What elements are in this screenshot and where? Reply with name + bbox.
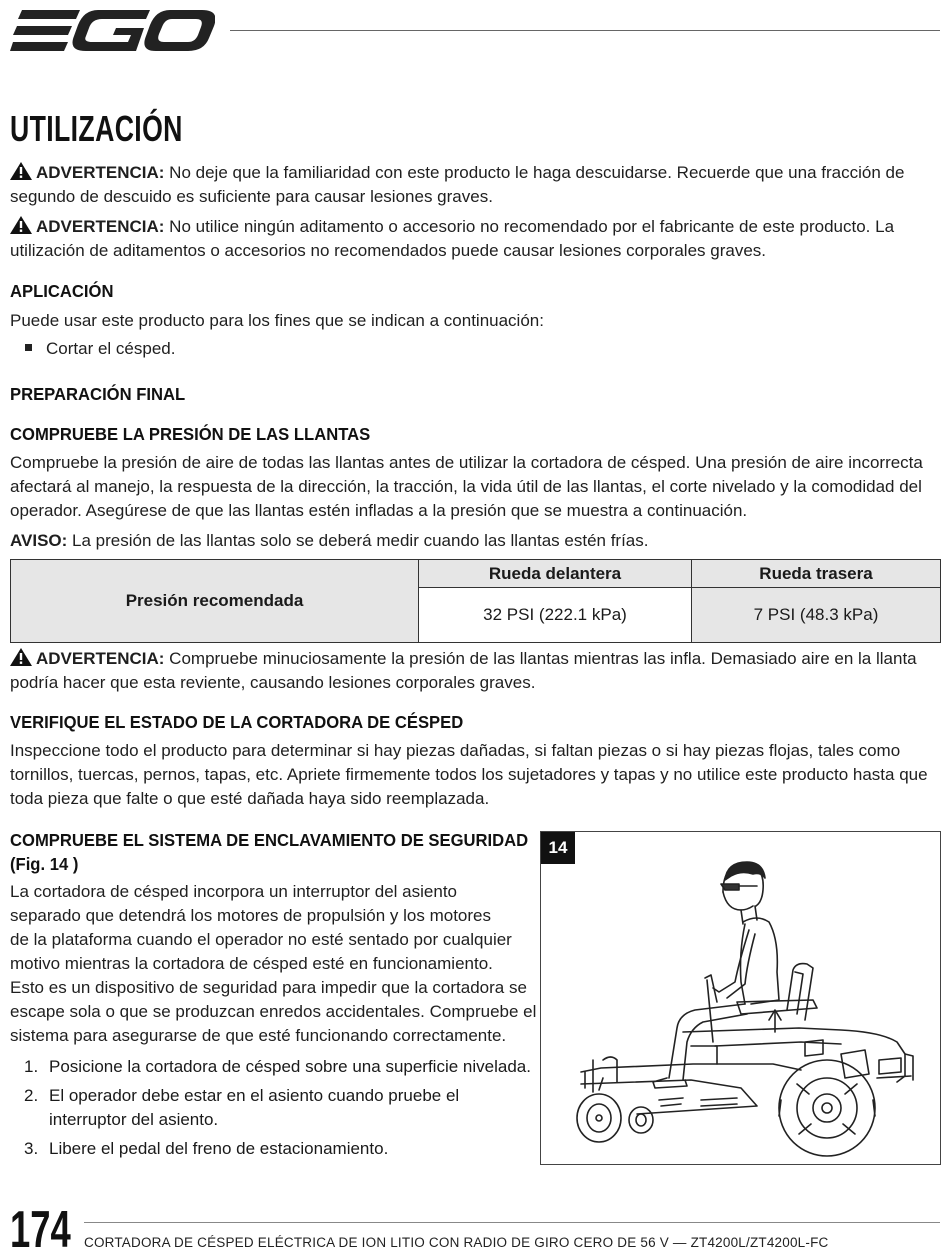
footer-text: CORTADORA DE CÉSPED ELÉCTRICA DE ION LITIO CON RADIO DE GIRO CERO DE 56 V — ZT4200L/ZT4200L-FC bbox=[84, 1235, 829, 1250]
list-item bbox=[25, 337, 175, 361]
aplicacion-intro: Puede usar este producto para los fines que se indican a continuación: bbox=[10, 311, 544, 330]
estado-body: Inspeccione todo el producto para determinar si hay piezas dañadas, si faltan piezas o si hay piezas flojas, tales como tornillos, tuercas, pernos, tapas, etc. Apriete firmemente todos los sujetadores y tapas y no utilice este producto hasta que toda pieza que falte o que esté dañada haya sido reemplazada. bbox=[10, 741, 928, 808]
brand-logo bbox=[10, 8, 215, 54]
steps-list bbox=[10, 1055, 540, 1166]
mower-operator-illustration-icon bbox=[541, 832, 940, 1164]
body-line: separado que detendrá los motores de propulsión y los motores bbox=[10, 906, 492, 925]
warning-3 bbox=[10, 647, 940, 695]
body-line: de la plataforma cuando el operador no esté sentado por cualquier bbox=[10, 930, 512, 949]
warning-triangle-icon bbox=[10, 216, 32, 234]
step-number: 1. bbox=[24, 1057, 39, 1076]
heading-estado: VERIFIQUE EL ESTADO DE LA CORTADORA DE CÉSPED bbox=[10, 712, 464, 732]
table-header-front: Rueda delantera bbox=[419, 560, 692, 588]
ego-logo-icon bbox=[10, 8, 215, 54]
figure-14 bbox=[540, 831, 941, 1165]
figure-number: 14 bbox=[541, 832, 575, 864]
footer-rule bbox=[84, 1222, 940, 1223]
warning-triangle-icon bbox=[10, 162, 32, 180]
table-header-rear: Rueda trasera bbox=[692, 560, 941, 588]
page-title: UTILIZACIÓN bbox=[10, 108, 183, 149]
page-number: 174 bbox=[10, 1201, 71, 1259]
table-cell-rear: 7 PSI (48.3 kPa) bbox=[692, 588, 941, 643]
step-text: El operador debe estar en el asiento cuando pruebe el interruptor del asiento. bbox=[49, 1086, 460, 1129]
body-line: La cortadora de césped incorpora un interruptor del asiento bbox=[10, 882, 458, 901]
step-number: 2. bbox=[24, 1086, 39, 1105]
step-number: 3. bbox=[24, 1139, 39, 1158]
step-text: Posicione la cortadora de césped sobre una superficie nivelada. bbox=[49, 1057, 531, 1076]
warning-2 bbox=[10, 215, 940, 263]
body-line: motivo mientras la cortadora de césped esté en funcionamiento. bbox=[10, 954, 493, 973]
heading-aplicacion: APLICACIÓN bbox=[10, 281, 114, 301]
warning-text: No deje que la familiaridad con este producto le haga descuidarse. Recuerde que una fracción de segundo de descuido es suficiente para causar lesiones graves. bbox=[10, 163, 905, 206]
table-cell-front: 32 PSI (222.1 kPa) bbox=[419, 588, 692, 643]
enclavamiento-body bbox=[10, 880, 540, 1048]
warning-text: No utilice ningún aditamento o accesorio no recomendado por el fabricante de este producto. La utilización de aditamentos o accesorios no recomendados puede causar lesiones corporales graves. bbox=[10, 217, 895, 260]
presion-body: Compruebe la presión de aire de todas las llantas antes de utilizar la cortadora de césped. Una presión de aire incorrecta afectará al manejo, la respuesta de la dirección, la tracción, la vida útil de las llantas, el corte nivelado y la comodidad del operador. Asegúrese de que las llantas estén infladas a la presión que se muestra a continuación. bbox=[10, 453, 923, 520]
heading-presion: COMPRUEBE LA PRESIÓN DE LAS LLANTAS bbox=[10, 424, 371, 444]
heading-preparacion: PREPARACIÓN FINAL bbox=[10, 384, 186, 404]
aviso-label: AVISO: bbox=[10, 531, 68, 550]
list-item bbox=[10, 1137, 540, 1161]
heading-enclavamiento-fig: (Fig. 14 ) bbox=[10, 854, 79, 874]
warning-text: Compruebe minuciosamente la presión de las llantas mientras las infla. Demasiado aire en la llanta podría hacer que esta reviente, causando lesiones corporales graves. bbox=[10, 649, 917, 692]
aviso-text: La presión de las llantas solo se deberá medir cuando las llantas estén frías. bbox=[67, 531, 649, 550]
warning-triangle-icon bbox=[10, 648, 32, 666]
aviso bbox=[10, 529, 940, 553]
body-line: Esto es un dispositivo de seguridad para impedir que la cortadora se bbox=[10, 978, 527, 997]
step-text: Libere el pedal del freno de estacionamiento. bbox=[49, 1139, 389, 1158]
warning-label: ADVERTENCIA: bbox=[36, 649, 165, 668]
body-line: sistema para asegurarse de que esté funcionando correctamente. bbox=[10, 1026, 507, 1045]
list-item bbox=[10, 1084, 489, 1132]
bullet-icon bbox=[25, 344, 32, 351]
warning-label: ADVERTENCIA: bbox=[36, 217, 165, 236]
header-rule bbox=[230, 30, 940, 31]
warning-1 bbox=[10, 161, 940, 209]
tire-pressure-table bbox=[10, 559, 941, 643]
heading-enclavamiento: COMPRUEBE EL SISTEMA DE ENCLAVAMIENTO DE SEGURIDAD bbox=[10, 830, 529, 850]
body-line: escape sola o que se produzcan enredos accidentales. Compruebe el bbox=[10, 1002, 537, 1021]
list-item bbox=[10, 1055, 540, 1079]
table-row-label: Presión recomendada bbox=[11, 560, 419, 643]
warning-label: ADVERTENCIA: bbox=[36, 163, 165, 182]
bullet-text: Cortar el césped. bbox=[46, 339, 176, 358]
